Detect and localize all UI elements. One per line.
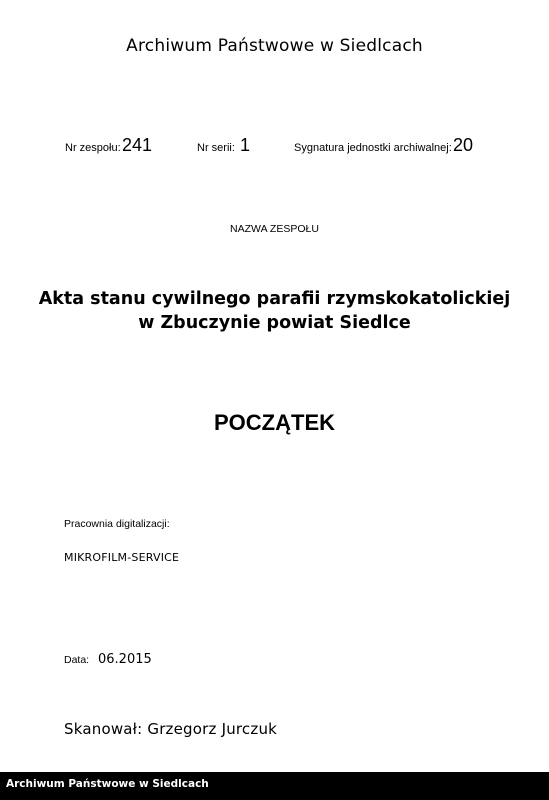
lab-name: MIKROFILM-SERVICE [64,551,180,564]
lab-label: Pracownia digitalizacji: [64,518,170,530]
fond-number-value: 241 [122,135,153,155]
footer-text: Archiwum Państwowe w Siedlcach [6,778,209,790]
fond-name-line2: w Zbuczynie powiat Siedlce [138,313,411,333]
date-value: 06.2015 [98,652,152,667]
series-label: Nr serii: [197,142,235,154]
start-marker: POCZĄTEK [214,410,335,435]
scanned-by: Skanował: Grzegorz Jurczuk [64,720,278,738]
date-label: Data: [64,654,90,666]
archive-title: Archiwum Państwowe w Siedlcach [126,36,423,56]
signature-label: Sygnatura jednostki archiwalnej: [294,142,452,154]
fond-name-line1: Akta stanu cywilnego parafii rzymskokatolickiej [38,289,511,309]
fond-number-label: Nr zespołu: [65,142,121,154]
fond-heading: NAZWA ZESPOŁU [230,223,319,235]
series-value: 1 [240,135,251,155]
signature-value: 20 [453,135,474,155]
footer-bar [0,772,549,800]
